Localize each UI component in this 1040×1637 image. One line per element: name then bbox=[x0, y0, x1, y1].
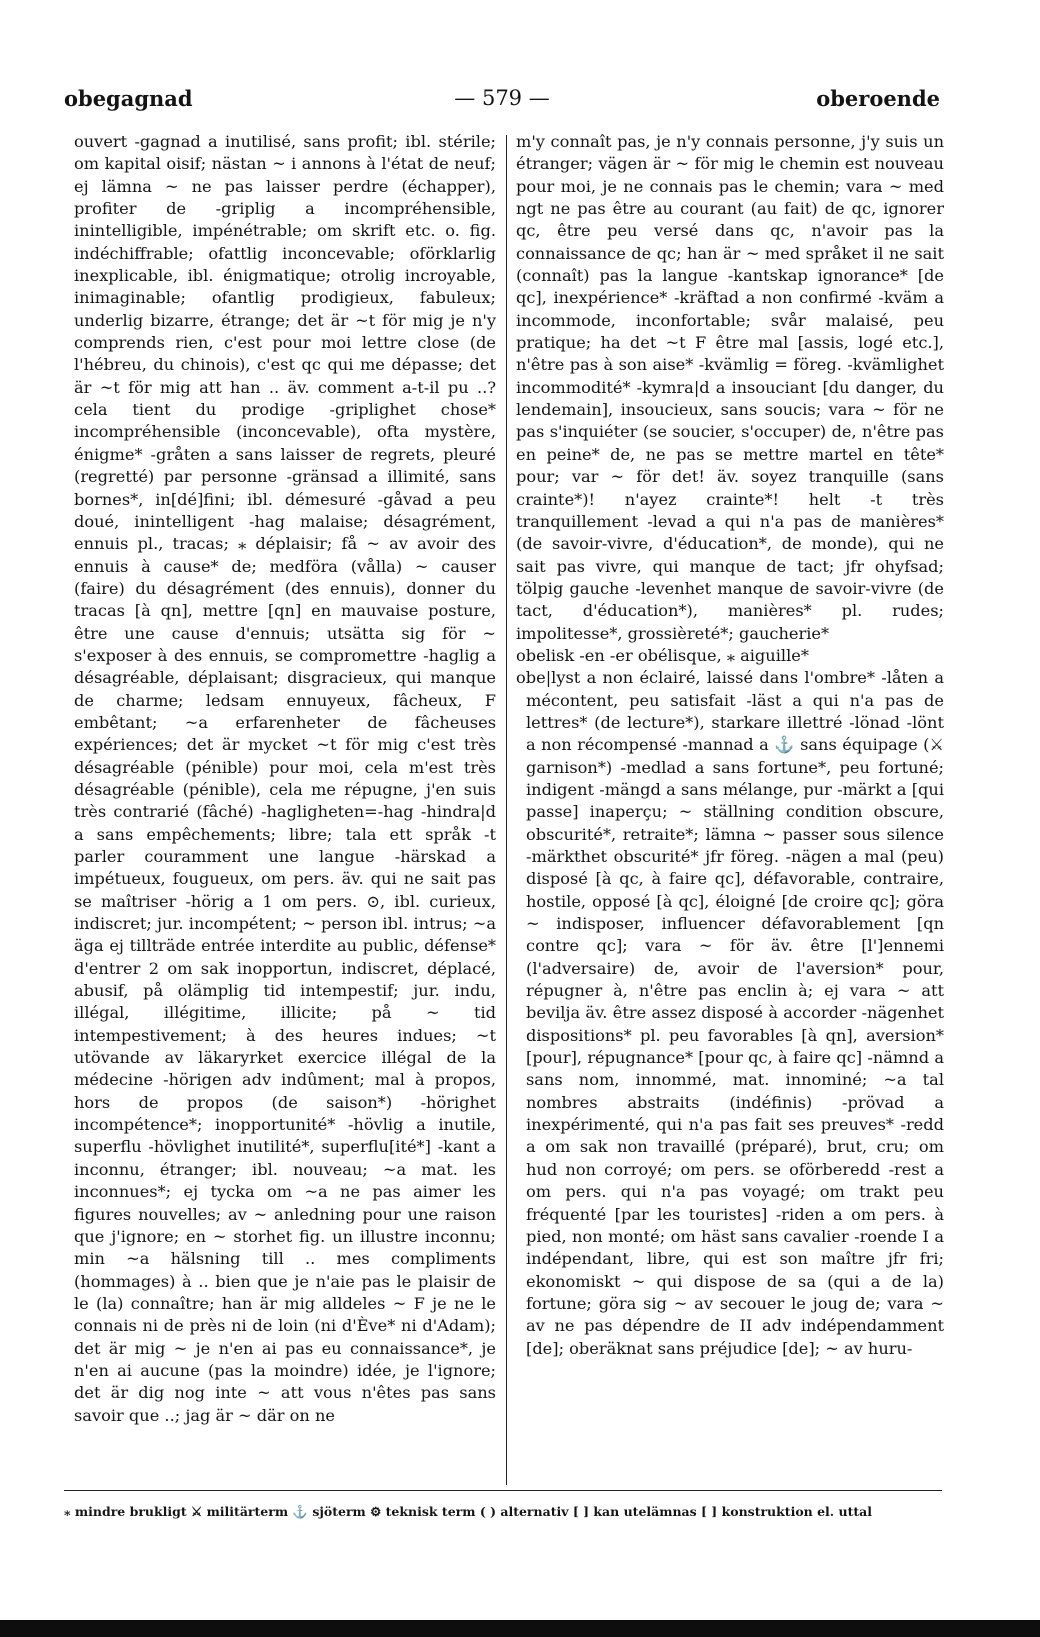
entry-obelyst: obe|lyst a non éclairé, laissé dans l'ombre* -låten a mécontent, peu satisfait -läst a qui n'a pas de lettres* (de lecture*), starkare illettré -lönad -lönt a non récompensé -mannad a ⚓ sans équipage (⚔ garnison*) -medlad a sans fortune*, peu fortuné; indigent -mängd a sans mélange, pur -märkt a [qui passe] inaperçu; ~ ställning condition obscure, obscurité*, retraite*; lämna ~ passer sous silence -märkthet obscurité* jfr föreg. -nägen a mal (peu) disposé [à qc, à faire qc], défavorable, contraire, hostile, opposé [à qc], éloigné [de croire qc]; göra ~ indisposer, influencer défavorablement [qn contre qc]; vara ~ för äv. être [l']ennemi (l'adversaire) de, avoir de l'aversion* pour, répugner à, n'être pas enclin à; ej vara ~ att bevilja äv. être assez disposé à accorder -nägenhet dispositions* pl. peu favorables [à qn], aversion* [pour], répugnance* [pour qc, à faire qc] -nämnd a sans nom, innommé, mat. innominé; ~a tal nombres abstraits (indéfinis) -prövad a inexpérimenté, qui n'a pas fait ses preuves* -redd a om sak non travaillé (préparé), brut, cru; om hud non corroyé; om pers. se oförberedd -rest a om pers. qui n'a pas voyagé; om trakt peu fréquenté [par les touristes] -riden a om pers. à pied, non monté; om häst sans cavalier -roende I a indépendant, libre, qui est son maître jfr fri; ekonomiskt ~ qui dispose de sa (qui a de la) fortune; göra sig ~ av secouer le joug de; vara ~ av ne pas dépendre de II adv indépendamment [de]; oberäknat sans préjudice [de]; ~ av huru- bbox=[516, 668, 944, 1358]
header-left-guide-word: obegagnad bbox=[64, 86, 193, 111]
entry-obelisk: obelisk -en -er obélisque, ⁎ aiguille* bbox=[516, 645, 809, 665]
footer-rule bbox=[64, 1490, 942, 1491]
entry-obegagnad-continued: ouvert -gagnad a inutilisé, sans profit; ibl. stérile; om kapital oisif; nästan ~ i annons à l'état de neuf; ej lämna ~ ne pas laisser perdre (échapper), profiter de -griplig a incompréhensible, inintelligible, impénétrable; om skrift etc. o. fig. indéchiffrable; ofattlig inconcevable; oförklarlig inexplicable, ibl. énigmatique; otrolig incroyable, inimaginable; ofantlig prodigieux, fabuleux; underlig bizarre, étrange; det är ~t för mig je n'y comprends rien, c'est pour moi lettre close (de l'hébreu, du chinois), c'est qc qui me dépasse; det är ~t för mig att han .. äv. comment a-t-il pu ..? cela tient du prodige -griplighet chose* incompréhensible (inconcevable), ofta mystère, énigme* -gråten a sans laisser de regrets, pleuré (regretté) par personne -gränsad a illimité, sans bornes*, in[dé]fini; ibl. démesuré -gåvad a peu doué, inintelligent -hag malaise; désagrément, ennuis pl., tracas; ⁎ déplaisir; få ~ av avoir des ennuis à cause* de; medföra (vålla) ~ causer (faire) du désagrément (des ennuis), donner du tracas [à qn], mettre [qn] en mauvaise posture, être une cause d'ennuis; utsätta sig för ~ s'exposer à des ennuis, se compromettre -haglig a désagréable, déplaisant; disgracieux, qui manque de charme; ledsam ennuyeux, fâcheux, F embêtant; ~a erfarenheter de fâcheuses expériences; det är mycket ~t för mig c'est très désagréable (pénible) pour moi, cela m'est très désagréable (pénible), cela me répugne, j'en suis très contrarié (fâché) -hagligheten=-hag -hindra|d a sans empêchements; libre; tala ett språk -t parler couramment une langue -härskad a impétueux, fougueux, om pers. äv. qui ne sait pas se maîtriser -hörig a 1 om pers. ⊙, ibl. curieux, indiscret; jur. incompétent; ~ person ibl. intrus; ~a äga ej tillträde entrée interdite au public, défense* d'entrer 2 om sak inopportun, indiscret, déplacé, abusif, på olämplig tid intempestif; jur. indu, illégal, illégitime, illicite; på ~ tid intempestivement; à des heures indues; ~t utövande av läkaryrket exercice illégal de la médecine -hörigen adv indûment; mal à propos, hors de propos (de saison*) -hörighet incompétence*; inopportunité* -hövlig a inutile, superflu -hövlighet inutilité*, superflu[ité*] -kant a inconnu, étranger; ibl. nouveau; ~a mat. les inconnues*; ej tycka om ~a ne pas aimer les figures nouvelles; av ~ anledning pour une raison que j'ignore; en ~ storhet fig. un illustre inconnu; min ~a hälsning till .. mes compliments (hommages) à .. bien que je n'aie pas le plaisir de le (la) connaître; han är mig alldeles ~ F je ne le connais ni de près ni de loin (ni d'Ève* ni d'Adam); det är mig ~ je n'en ai pas eu connaissance*, je n'en ai aucune (pas la moindre) idée, je l'ignore; det är dig nog inte ~ att vous n'êtes pas sans savoir que ..; jag är ~ där on ne bbox=[74, 132, 496, 1425]
page-number: — 579 — bbox=[454, 86, 550, 110]
column-divider bbox=[506, 135, 507, 1485]
left-column bbox=[74, 131, 496, 1491]
page-header bbox=[64, 86, 940, 120]
scan-edge-band bbox=[0, 1620, 1040, 1637]
entry-obekant-continued: m'y connaît pas, je n'y connais personne, j'y suis un étranger; vägen är ~ för mig le chemin est nouveau pour moi, je ne connais pas le chemin; vara ~ med ngt ne pas être au courant (au fait) de qc, ignorer qc, être peu versé dans qc, n'avoir pas la connaissance de qc; han är ~ med språket il ne sait (connaît) pas la langue -kantskap ignorance* [de qc], inexpérience* -kräftad a non confirmé -kväm a incommode, inconfortable; svår malaisé, peu pratique; ha det ~t F être mal [assis, logé etc.], n'être pas à son aise* -kvämlig = föreg. -kvämlighet incommodité* -kymra|d a insouciant [du danger, du lendemain], insoucieux, sans soucis; vara ~ för ne pas s'inquiéter (se soucier, s'occuper) de, n'être pas en peine* de, ne pas se mettre martel en tête* pour; var ~ för det! äv. soyez tranquille (sans crainte*)! n'ayez crainte*! helt -t très tranquillement -levad a qui n'a pas de manières* (de savoir-vivre, d'éducation*, de monde), qui ne sait pas vivre, qui manque de tact; jfr ohyfsad; tölpig gauche -levenhet manque de savoir-vivre (de tact, d'éducation*), manières* pl. rudes; impolitesse*, grossièreté*; gaucherie* bbox=[516, 132, 944, 643]
right-column bbox=[516, 131, 944, 1491]
symbol-legend: ⁎ mindre brukligt ⚔ militärterm ⚓ sjöterm ⚙ teknisk term ( ) alternativ [ ] kan utelämnas [ ] konstruktion el. uttal bbox=[64, 1504, 872, 1519]
header-right-guide-word: oberoende bbox=[816, 86, 940, 111]
